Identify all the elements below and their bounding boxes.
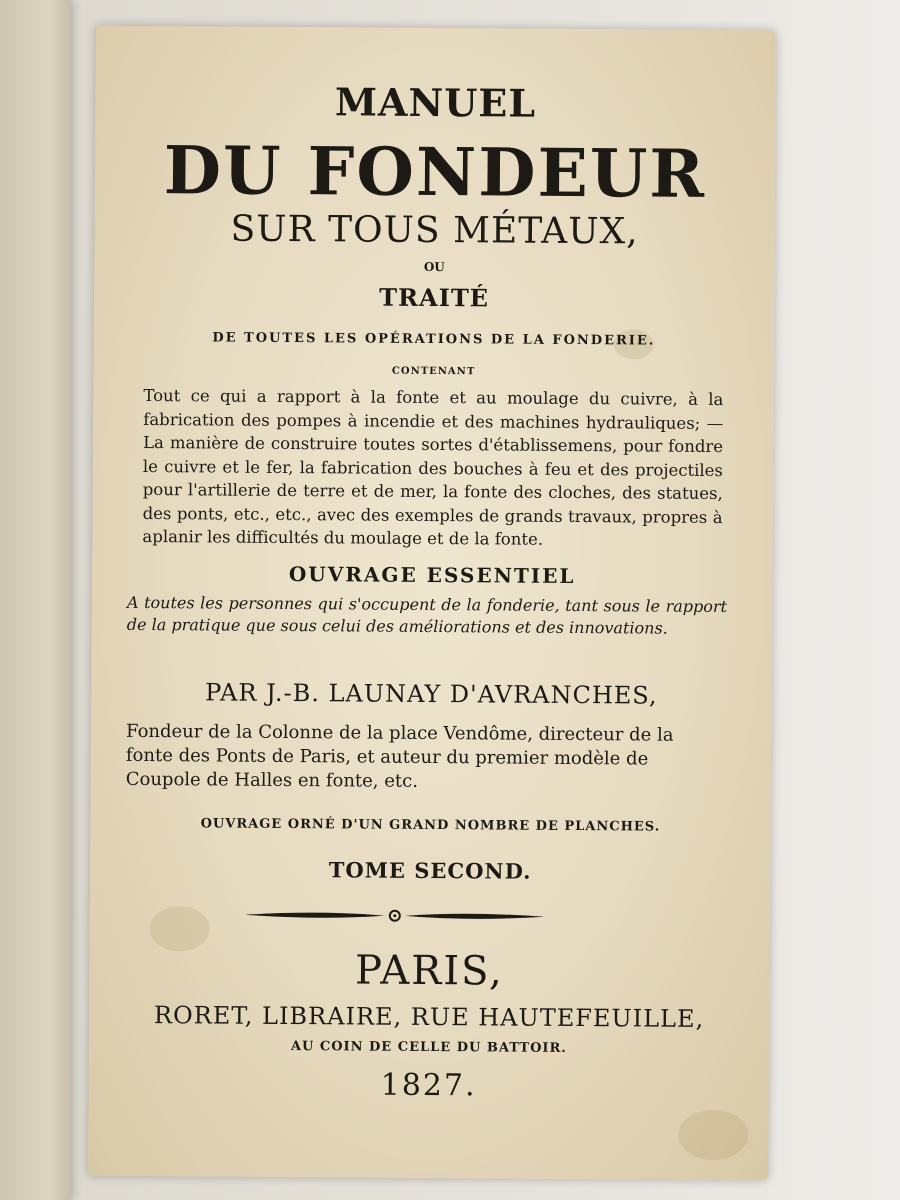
foxing-spot — [150, 906, 210, 951]
title-line-operations: DE TOUTES LES OPÉRATIONS DE LA FONDERIE. — [212, 330, 656, 349]
title-line-manuel: MANUEL — [334, 79, 537, 126]
title-line-fondeur: DU FONDEUR — [163, 131, 707, 213]
volume-line: TOME SECOND. — [328, 857, 532, 884]
plates-line: OUVRAGE ORNÉ D'UN GRAND NOMBRE DE PLANCHES. — [200, 816, 661, 835]
author-line: PAR J.-B. LAUNAY D'AVRANCHES, — [205, 678, 658, 710]
title-line-ouvrage: OUVRAGE ESSENTIEL — [288, 562, 576, 589]
publisher-line: RORET, LIBRAIRE, RUE HAUTEFEUILLE, — [153, 1001, 705, 1033]
title-page — [88, 26, 776, 1181]
book-spine-edge — [0, 0, 70, 1200]
contents-paragraph: Tout ce qui a rapport à la fonte et au moulage du cuivre, à la fabrication des pompes à incendie et des machines hydrauliques; — La manière de construire toutes sortes d'établissemens, pour fondre le cuivre et le fer, la fabrication des bouches à feu et des projectiles pour l'artillerie de terre et de mer, la fonte des cloches, des statues, des ponts, etc., etc., avec des exemples de grands travaux, propres à aplanir les difficultés du moulage et de la fonte. — [142, 385, 724, 549]
audience-paragraph: A toutes les personnes qui s'occupent de la fonderie, tant sous le rapport de la pratique que sous celui des améliorations et des innovations. — [126, 592, 728, 638]
city-line: PARIS, — [354, 947, 504, 995]
foxing-spot — [678, 1110, 748, 1160]
title-line-ou: OU — [423, 259, 445, 275]
publisher-address-line: AU COIN DE CELLE DU BATTOIR. — [290, 1039, 567, 1056]
year-line: 1827. — [380, 1067, 477, 1104]
author-description: Fondeur de la Colonne de la place Vendôme, directeur de la fonte des Ponts de Paris, et auteur du premier modèle de Coupole de Halles en fonte, etc. — [125, 720, 674, 792]
title-line-metaux: SUR TOUS MÉTAUX, — [230, 208, 639, 253]
ornament-divider-icon — [245, 905, 545, 927]
title-line-contenant: CONTENANT — [391, 365, 476, 378]
title-line-traite: TRAITÉ — [379, 282, 490, 313]
